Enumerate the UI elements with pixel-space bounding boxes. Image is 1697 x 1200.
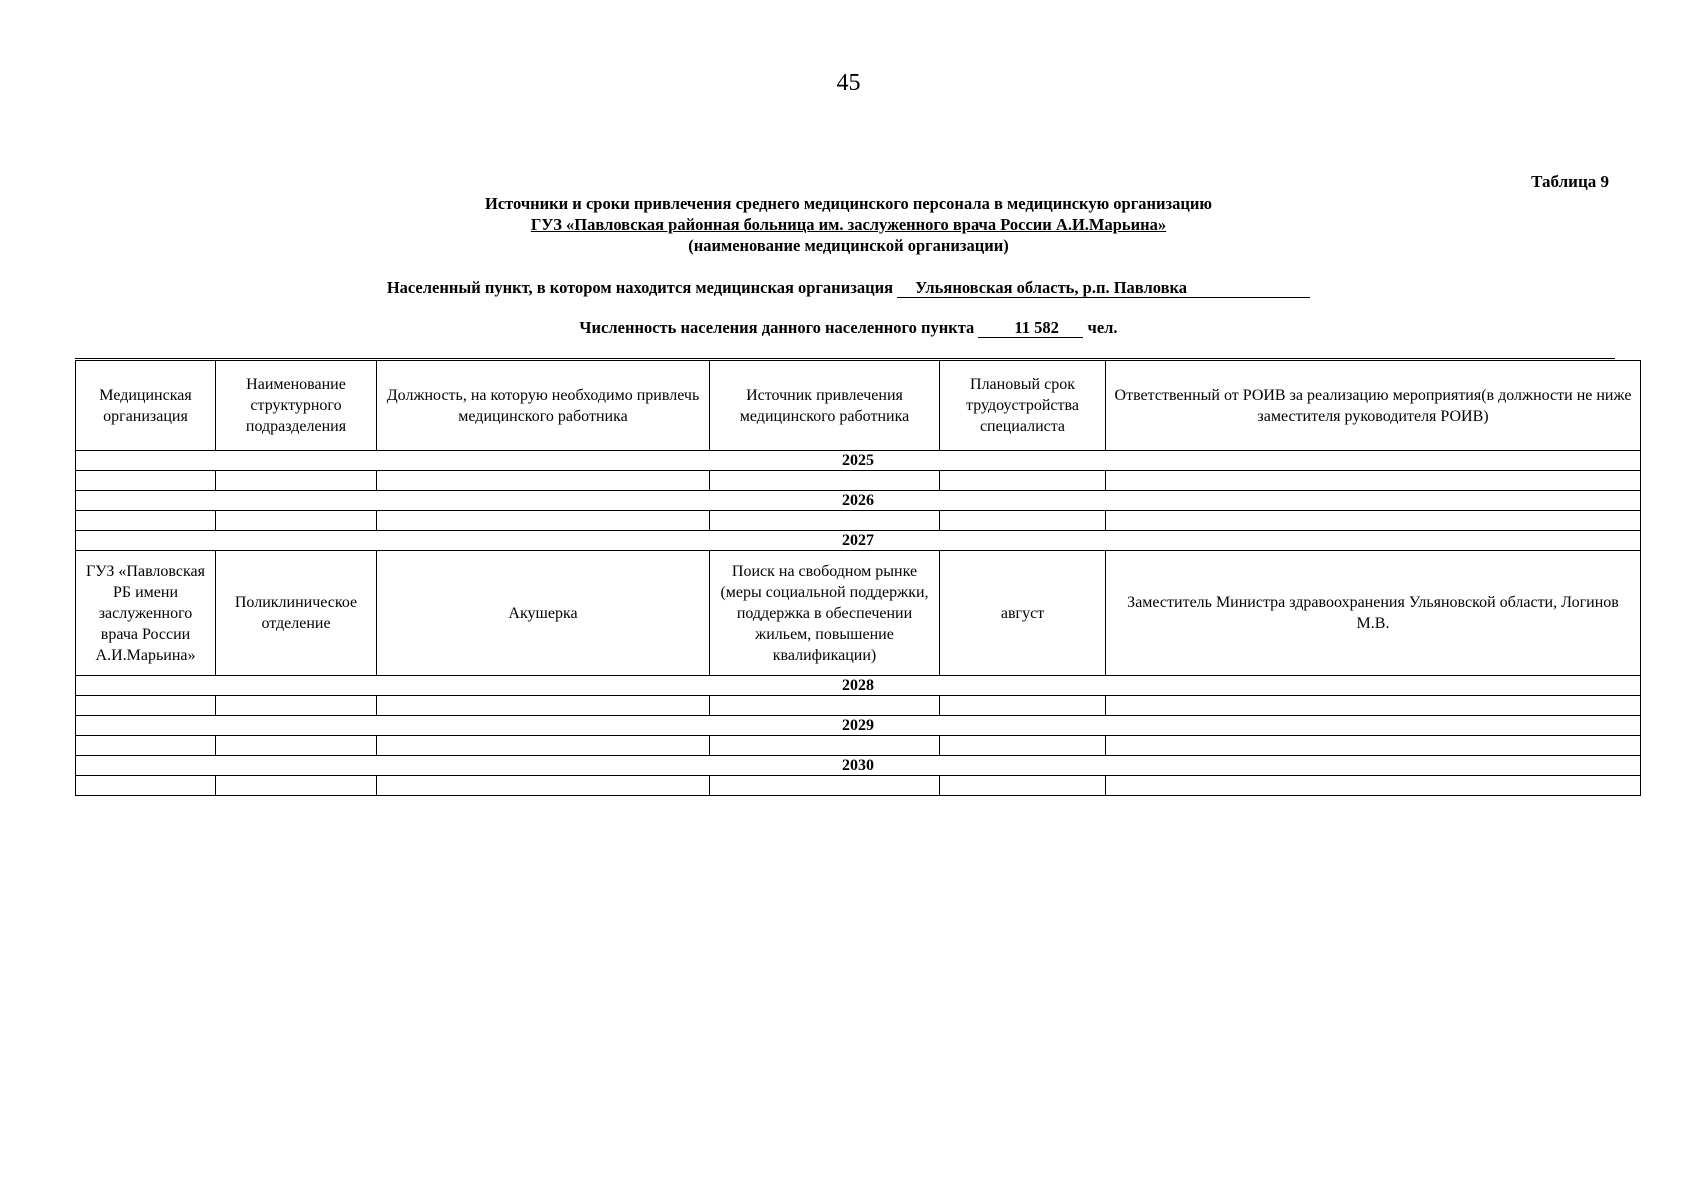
table-header-row: [76, 361, 1641, 451]
empty-cell: [710, 776, 940, 796]
cell-responsible: Заместитель Министра здравоохранения Ульяновской области, Логинов М.В.: [1106, 551, 1641, 676]
empty-cell: [940, 471, 1106, 491]
empty-cell: [710, 696, 940, 716]
settlement-value: Ульяновская область, р.п. Павловка: [897, 279, 1310, 298]
empty-cell: [940, 776, 1106, 796]
header-organization: Медицинская организация: [76, 361, 216, 451]
empty-cell: [940, 696, 1106, 716]
empty-cell: [76, 471, 216, 491]
table-row: [76, 736, 1641, 756]
cell-department: Поликлиническое отделение: [216, 551, 377, 676]
header-responsible: Ответственный от РОИВ за реализацию мероприятия(в должности не ниже заместителя руководителя РОИВ): [1106, 361, 1641, 451]
year-row-2026: [76, 491, 1641, 511]
empty-cell: [76, 696, 216, 716]
empty-cell: [377, 511, 710, 531]
header-department: Наименование структурного подразделения: [216, 361, 377, 451]
year-row-2028: [76, 676, 1641, 696]
table-row: [76, 551, 1641, 676]
header-source: Источник привлечения медицинского работника: [710, 361, 940, 451]
empty-cell: [216, 511, 377, 531]
empty-cell: [710, 471, 940, 491]
empty-cell: [1106, 776, 1641, 796]
page-number: 45: [836, 70, 861, 96]
header-term: Плановый срок трудоустройства специалиста: [940, 361, 1106, 451]
year-label: 2025: [76, 451, 1641, 471]
empty-cell: [940, 511, 1106, 531]
organization-name-text: ГУЗ «Павловская районная больница им. заслуженного врача России А.И.Марьина»: [530, 215, 1167, 234]
year-row-2029: [76, 716, 1641, 736]
empty-cell: [710, 736, 940, 756]
empty-cell: [377, 696, 710, 716]
cell-position: Акушерка: [377, 551, 710, 676]
year-label: 2030: [76, 756, 1641, 776]
population-unit: чел.: [1087, 318, 1118, 337]
cell-source: Поиск на свободном рынке (меры социальной поддержки, поддержка в обеспечении жильем, повышение квалификации): [710, 551, 940, 676]
empty-cell: [710, 511, 940, 531]
table-row: [76, 696, 1641, 716]
empty-cell: [377, 471, 710, 491]
empty-cell: [377, 776, 710, 796]
empty-cell: [940, 736, 1106, 756]
settlement-label: Населенный пункт, в котором находится медицинская организация: [386, 278, 894, 297]
empty-cell: [76, 511, 216, 531]
empty-cell: [216, 696, 377, 716]
empty-cell: [1106, 511, 1641, 531]
year-label: 2027: [76, 531, 1641, 551]
table-row: [76, 776, 1641, 796]
empty-cell: [377, 736, 710, 756]
header-position: Должность, на которую необходимо привлечь медицинского работника: [377, 361, 710, 451]
empty-cell: [1106, 471, 1641, 491]
empty-cell: [76, 736, 216, 756]
table-row: [76, 511, 1641, 531]
population-value: 11 582: [978, 319, 1083, 338]
empty-cell: [76, 776, 216, 796]
organization-name: [0, 215, 1697, 235]
empty-cell: [1106, 696, 1641, 716]
cell-organization: ГУЗ «Павловская РБ имени заслуженного врача России А.И.Марьина»: [76, 551, 216, 676]
table-label: Таблица 9: [1531, 172, 1609, 191]
year-label: 2028: [76, 676, 1641, 696]
settlement-line: [0, 278, 1697, 298]
table-row: [76, 471, 1641, 491]
empty-cell: [216, 736, 377, 756]
recruitment-table: [75, 360, 1641, 796]
population-line: [0, 318, 1697, 338]
document-title: Источники и сроки привлечения среднего медицинского персонала в медицинскую организацию: [484, 194, 1212, 213]
organization-caption: (наименование медицинской организации): [688, 236, 1009, 255]
population-label: Численность населения данного населенного пункта: [579, 318, 975, 337]
empty-cell: [216, 471, 377, 491]
year-row-2030: [76, 756, 1641, 776]
year-row-2027: [76, 531, 1641, 551]
year-row-2025: [76, 451, 1641, 471]
table-top-rule: [75, 358, 1615, 359]
cell-term: август: [940, 551, 1106, 676]
year-label: 2029: [76, 716, 1641, 736]
empty-cell: [216, 776, 377, 796]
year-label: 2026: [76, 491, 1641, 511]
empty-cell: [1106, 736, 1641, 756]
